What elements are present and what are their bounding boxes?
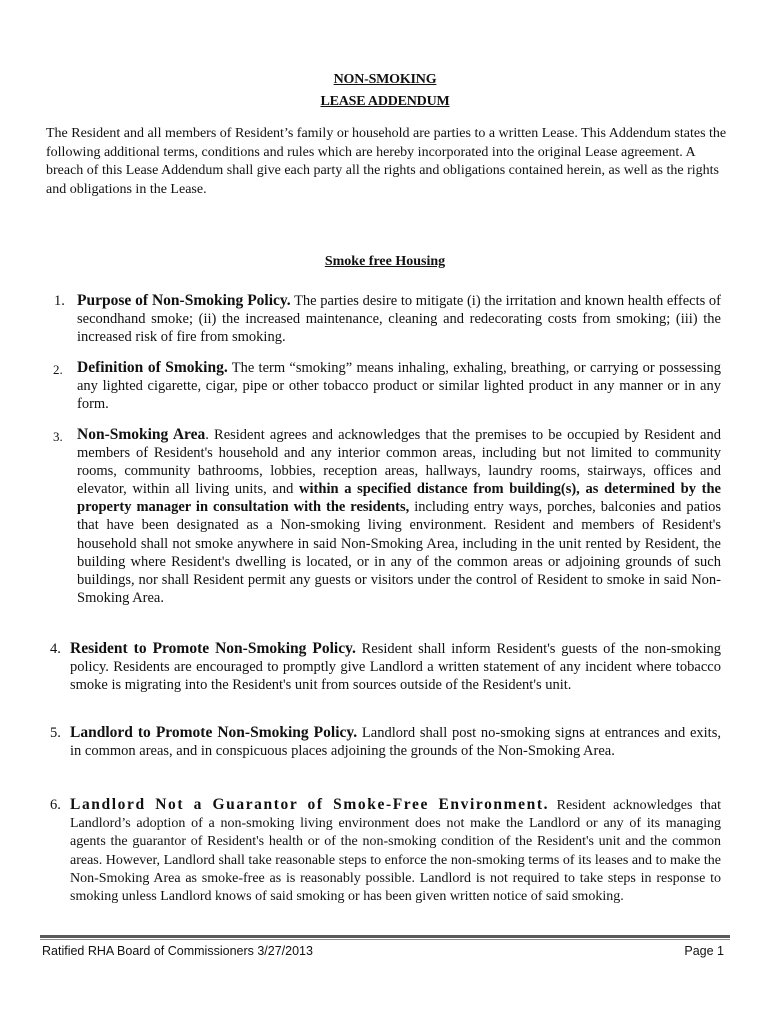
item-number: 4.: [50, 641, 61, 657]
item-number: 6.: [50, 797, 61, 813]
item-body: . Resident agrees and acknowledges that the premises to be occupied by Resident and members of Resident's household and any interior common areas, including but not limited to community rooms, community bathrooms, lobbies, reception areas, hallways, laundry rooms, stairways, offices and elevator, within all living units, and: [77, 427, 721, 498]
item-body: Resident shall inform Resident's guests of the non-smoking policy. Residents are encouraged to promptly give Landlord a written statement of any incident where tobacco smoke is migrating into the Resident's unit from sources outside of the Resident's unit.: [70, 641, 721, 694]
item-heading: Definition of Smoking.: [77, 359, 228, 376]
item-heading: Purpose of Non-Smoking Policy.: [77, 292, 291, 309]
intro-paragraph: The Resident and all members of Resident’s family or household are parties to a written Lease. This Addendum states the following additional terms, conditions and rules which are hereby incorporated into the original Lease agreement. A breach of this Lease Addendum shall give each party all the rights and obligations contained herein, as well as the rights and obligations in the Lease.: [46, 126, 727, 197]
list-item: [70, 796, 721, 906]
list-item: [77, 292, 721, 347]
footer-ratified-note: Ratified RHA Board of Commissioners 3/27/2013: [42, 944, 313, 958]
item-body: Resident acknowledges that Landlord’s adoption of a non-smoking living environment does not make the Landlord or any of its managing agents the guarantor of Resident's health or of the non-smoking condition of the Resident's unit and the common areas. However, Landlord shall take reasonable steps to enforce the non-smoking terms of its leases and to make the Non-Smoking Area as smoke-free as is reasonably possible. Landlord is not required to take steps in response to smoking unless Landlord knows of said smoking or has been given written notice of said smoking.: [70, 798, 721, 905]
list-item: [77, 359, 721, 414]
item-body: Landlord shall post no-smoking signs at entrances and exits, in common areas, and in conspicuous places adjoining the grounds of the Non-Smoking Area.: [70, 725, 721, 760]
item-number: 3.: [53, 429, 63, 444]
item-body: The parties desire to mitigate (i) the irritation and known health effects of secondhand smoke; (ii) the increased maintenance, cleaning and redecorating costs from smoking; (iii) the increased risk of fire from smoking.: [77, 293, 721, 346]
list-item: [70, 724, 721, 760]
section-heading: Smoke free Housing: [324, 254, 446, 269]
document-title-line1: NON-SMOKING: [333, 72, 437, 87]
page-number: Page 1: [684, 944, 724, 958]
list-item: [77, 426, 721, 607]
list-item: [70, 640, 721, 695]
item-number: 5.: [50, 725, 61, 741]
footer-divider-thin: [40, 939, 730, 940]
item-body-emphasis: within a specified distance from building(s), as determined by the property manager in consultation with the residents,: [77, 481, 721, 516]
item-heading: Landlord Not a Guarantor of Smoke-Free Environment.: [70, 796, 550, 813]
footer-divider: [40, 935, 730, 938]
item-heading: Non-Smoking Area: [77, 426, 206, 443]
document-title-line2: LEASE ADDENDUM: [320, 94, 450, 109]
item-number: 2.: [53, 362, 63, 377]
item-heading: Resident to Promote Non-Smoking Policy.: [70, 640, 356, 657]
item-body: The term “smoking” means inhaling, exhaling, breathing, or carrying or possessing any lighted cigarette, cigar, pipe or other tobacco product or similar lighted product in any manner or in any form.: [77, 360, 721, 413]
item-heading: Landlord to Promote Non-Smoking Policy.: [70, 724, 358, 741]
item-number: 1.: [54, 293, 65, 309]
item-body: including entry ways, porches, balconies and patios that have been designated as a Non-smoking living environment. Resident and members of Resident's household shall not smoke anywhere in said Non-Smoking Area, including in the unit rented by Resident, the building where Resident's dwelling is located, or in any of the common areas or adjoining grounds of such buildings, nor shall Resident permit any guests or visitors under the control of Resident to smoke in said Non-Smoking Area.: [77, 499, 721, 606]
